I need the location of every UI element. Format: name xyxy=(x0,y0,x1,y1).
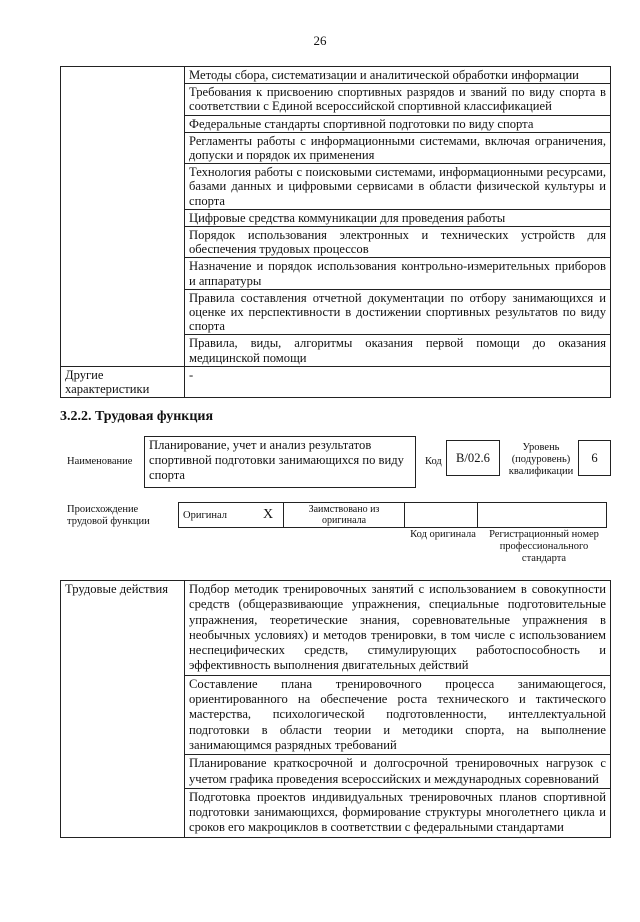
knowledge-item: Требования к присвоению спортивных разрядов и званий по виду спорта в соответствии с Единой всероссийской спортивной классификацией xyxy=(185,84,611,115)
level-box: 6 xyxy=(578,440,611,476)
labor-action-item: Составление плана тренировочного процесса занимающегося, ориентированного на обеспечение роста технического и тактического мастерства, психологической подготовленности, интеллектуальной подготовки в области теории и методики спорта, на выполнение занимающимся разрядных требований xyxy=(185,675,611,754)
knowledge-item: Цифровые средства коммуникации для проведения работы xyxy=(185,209,611,226)
code-label: Код xyxy=(425,456,442,467)
labor-action-item: Подготовка проектов индивидуальных тренировочных планов спортивной подготовки занимающихся, формирование структуры многолетнего цикла и сроков его макроциклов в соответствии с федеральными стандартами xyxy=(185,788,611,837)
code-original-caption: Код оригинала xyxy=(410,529,476,540)
knowledge-item: Порядок использования электронных и технических устройств для обеспечения трудовых процессов xyxy=(185,227,611,258)
section-title: 3.2.2. Трудовая функция xyxy=(60,409,214,424)
original-label: Оригинал xyxy=(179,503,254,528)
knowledge-item: Федеральные стандарты спортивной подготовки по виду спорта xyxy=(185,115,611,132)
other-characteristics-label: Другие характеристики xyxy=(61,366,185,397)
code-box: В/02.6 xyxy=(446,440,500,476)
knowledge-item: Методы сбора, систематизации и аналитической обработки информации xyxy=(185,67,611,84)
level-label: Уровень (подуровень) квалификации xyxy=(508,442,574,477)
labor-action-item: Подбор методик тренировочных занятий с использованием в совокупности средств (общеразвивающие упражнения, специальные подготовительные упражнения, теоретические знания, соревновательные упражнения в необычных условиях) и методов тренировки, в том числе с использованием неспецифических средств, стимулирующих работоспособность и эффективность выполнения двигательных действий xyxy=(185,581,611,676)
function-name-box: Планирование, учет и анализ результатов спортивной подготовки занимающихся по виду спорта xyxy=(144,436,416,488)
origin-label: Происхождение трудовой функции xyxy=(67,504,150,527)
reg-number-caption: Регистрационный номер профессионального стандарта xyxy=(489,529,599,564)
knowledge-item: Технология работы с поисковыми системами, информационными ресурсами, базами данных и цифровыми сервисами в области физической культуры и спорта xyxy=(185,164,611,210)
labor-actions-label: Трудовые действия xyxy=(61,581,185,838)
knowledge-item: Назначение и порядок использования контрольно-измерительных приборов и аппаратуры xyxy=(185,258,611,289)
name-label: Наименование xyxy=(67,456,133,467)
labor-action-item: Планирование краткосрочной и долгосрочной тренировочных нагрузок с учетом графика проведения всероссийских и международных соревнований xyxy=(185,755,611,789)
table-row xyxy=(61,581,611,676)
original-mark: X xyxy=(253,503,284,528)
knowledge-item: Правила, виды, алгоритмы оказания первой помощи до оказания медицинской помощи xyxy=(185,335,611,366)
borrowed-label: Заимствовано из оригинала xyxy=(284,503,405,528)
page-number: 26 xyxy=(313,33,327,48)
knowledge-item: Регламенты работы с информационными системами, включая ограничения, допуски и порядок их применения xyxy=(185,132,611,163)
knowledge-item: Правила составления отчетной документации по отбору занимающихся и оценке их перспективности в достижении спортивных результатов по виду спорта xyxy=(185,289,611,335)
other-characteristics-value: - xyxy=(185,366,611,397)
labor-actions-table xyxy=(60,580,611,838)
